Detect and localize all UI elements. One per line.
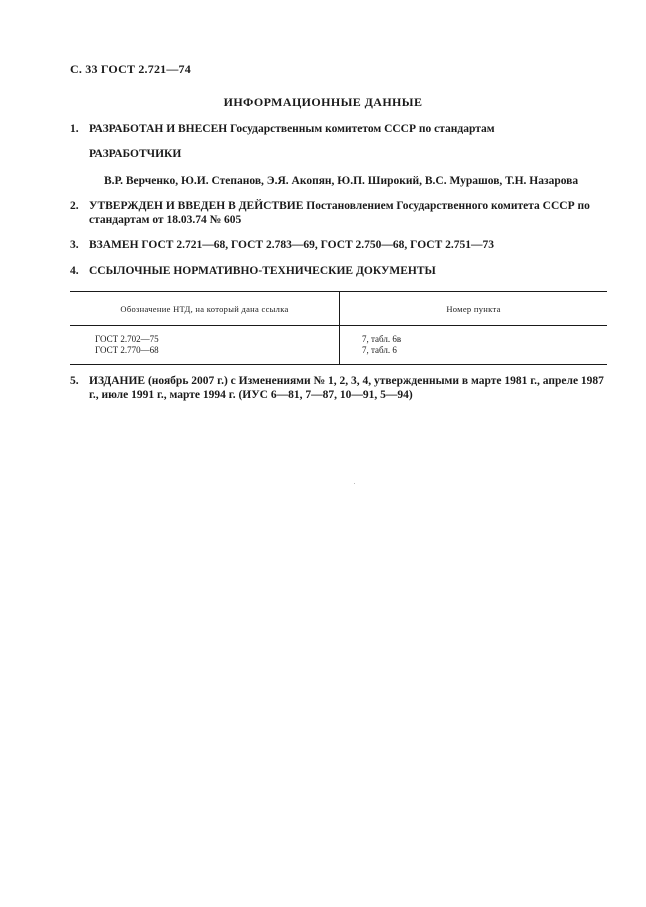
table-cell-clause: 7, табл. 6: [362, 345, 397, 355]
section-1-lead: РАЗРАБОТАН И ВНЕСЕН: [89, 123, 228, 135]
section-4-text: ССЫЛОЧНЫЕ НОРМАТИВНО-ТЕХНИЧЕСКИЕ ДОКУМЕНТЫ: [89, 265, 436, 277]
section-5-text: (ноябрь 2007 г.) с Изменениями № 1, 2, 3, 4, утвержденными в марте 1981 г., апреле 1987 г., июле 1991 г., марте 1994 г. (ИУС 6—81, 7—87, 10—91, 5—94): [89, 375, 604, 401]
section-5-number: 5.: [70, 375, 79, 387]
section-4: [70, 264, 608, 278]
section-1-number: 1.: [70, 123, 79, 135]
table-header-document: Обозначение НТД, на который дана ссылка: [120, 304, 289, 314]
section-3-number: 3.: [70, 239, 79, 251]
section-2-body: [89, 199, 608, 227]
table-cell-clause: 7, табл. 6в: [362, 334, 402, 344]
section-2-lead: УТВЕРЖДЕН И ВВЕДЕН В ДЕЙСТВИЕ: [89, 200, 304, 212]
developers-list: В.Р. Верченко, Ю.И. Степанов, Э.Я. Акопян, Ю.П. Широкий, В.С. Мурашов, Т.Н. Назарова: [104, 175, 579, 187]
reference-documents-table: [70, 291, 607, 365]
section-2: [70, 199, 608, 227]
section-2-text: Постановлением Государственного комитета СССР по стандартам от 18.03.74 № 605: [89, 200, 590, 226]
section-1: [70, 122, 608, 136]
section-2-number: 2.: [70, 200, 79, 212]
section-5: [70, 374, 608, 402]
table-cell-document: ГОСТ 2.702—75: [95, 334, 159, 344]
table-column-divider: [339, 292, 340, 364]
section-3-text: ВЗАМЕН ГОСТ 2.721—68, ГОСТ 2.783—69, ГОСТ 2.750—68, ГОСТ 2.751—73: [89, 239, 495, 251]
section-4-number: 4.: [70, 265, 79, 277]
document-title: ИНФОРМАЦИОННЫЕ ДАННЫЕ: [223, 95, 423, 109]
developers-heading: РАЗРАБОТЧИКИ: [89, 148, 182, 160]
scan-speck: [354, 483, 355, 484]
table-header-divider: [70, 325, 607, 326]
section-5-lead: ИЗДАНИЕ: [89, 375, 146, 387]
section-1-text: Государственным комитетом СССР по стандартам: [227, 123, 495, 135]
table-cell-document: ГОСТ 2.770—68: [95, 345, 159, 355]
section-5-body: [89, 374, 608, 402]
table-header-clause: Номер пункта: [446, 304, 501, 314]
section-1-body: [89, 122, 608, 136]
page-header: С. 33 ГОСТ 2.721—74: [70, 62, 191, 76]
section-3: [70, 238, 608, 252]
